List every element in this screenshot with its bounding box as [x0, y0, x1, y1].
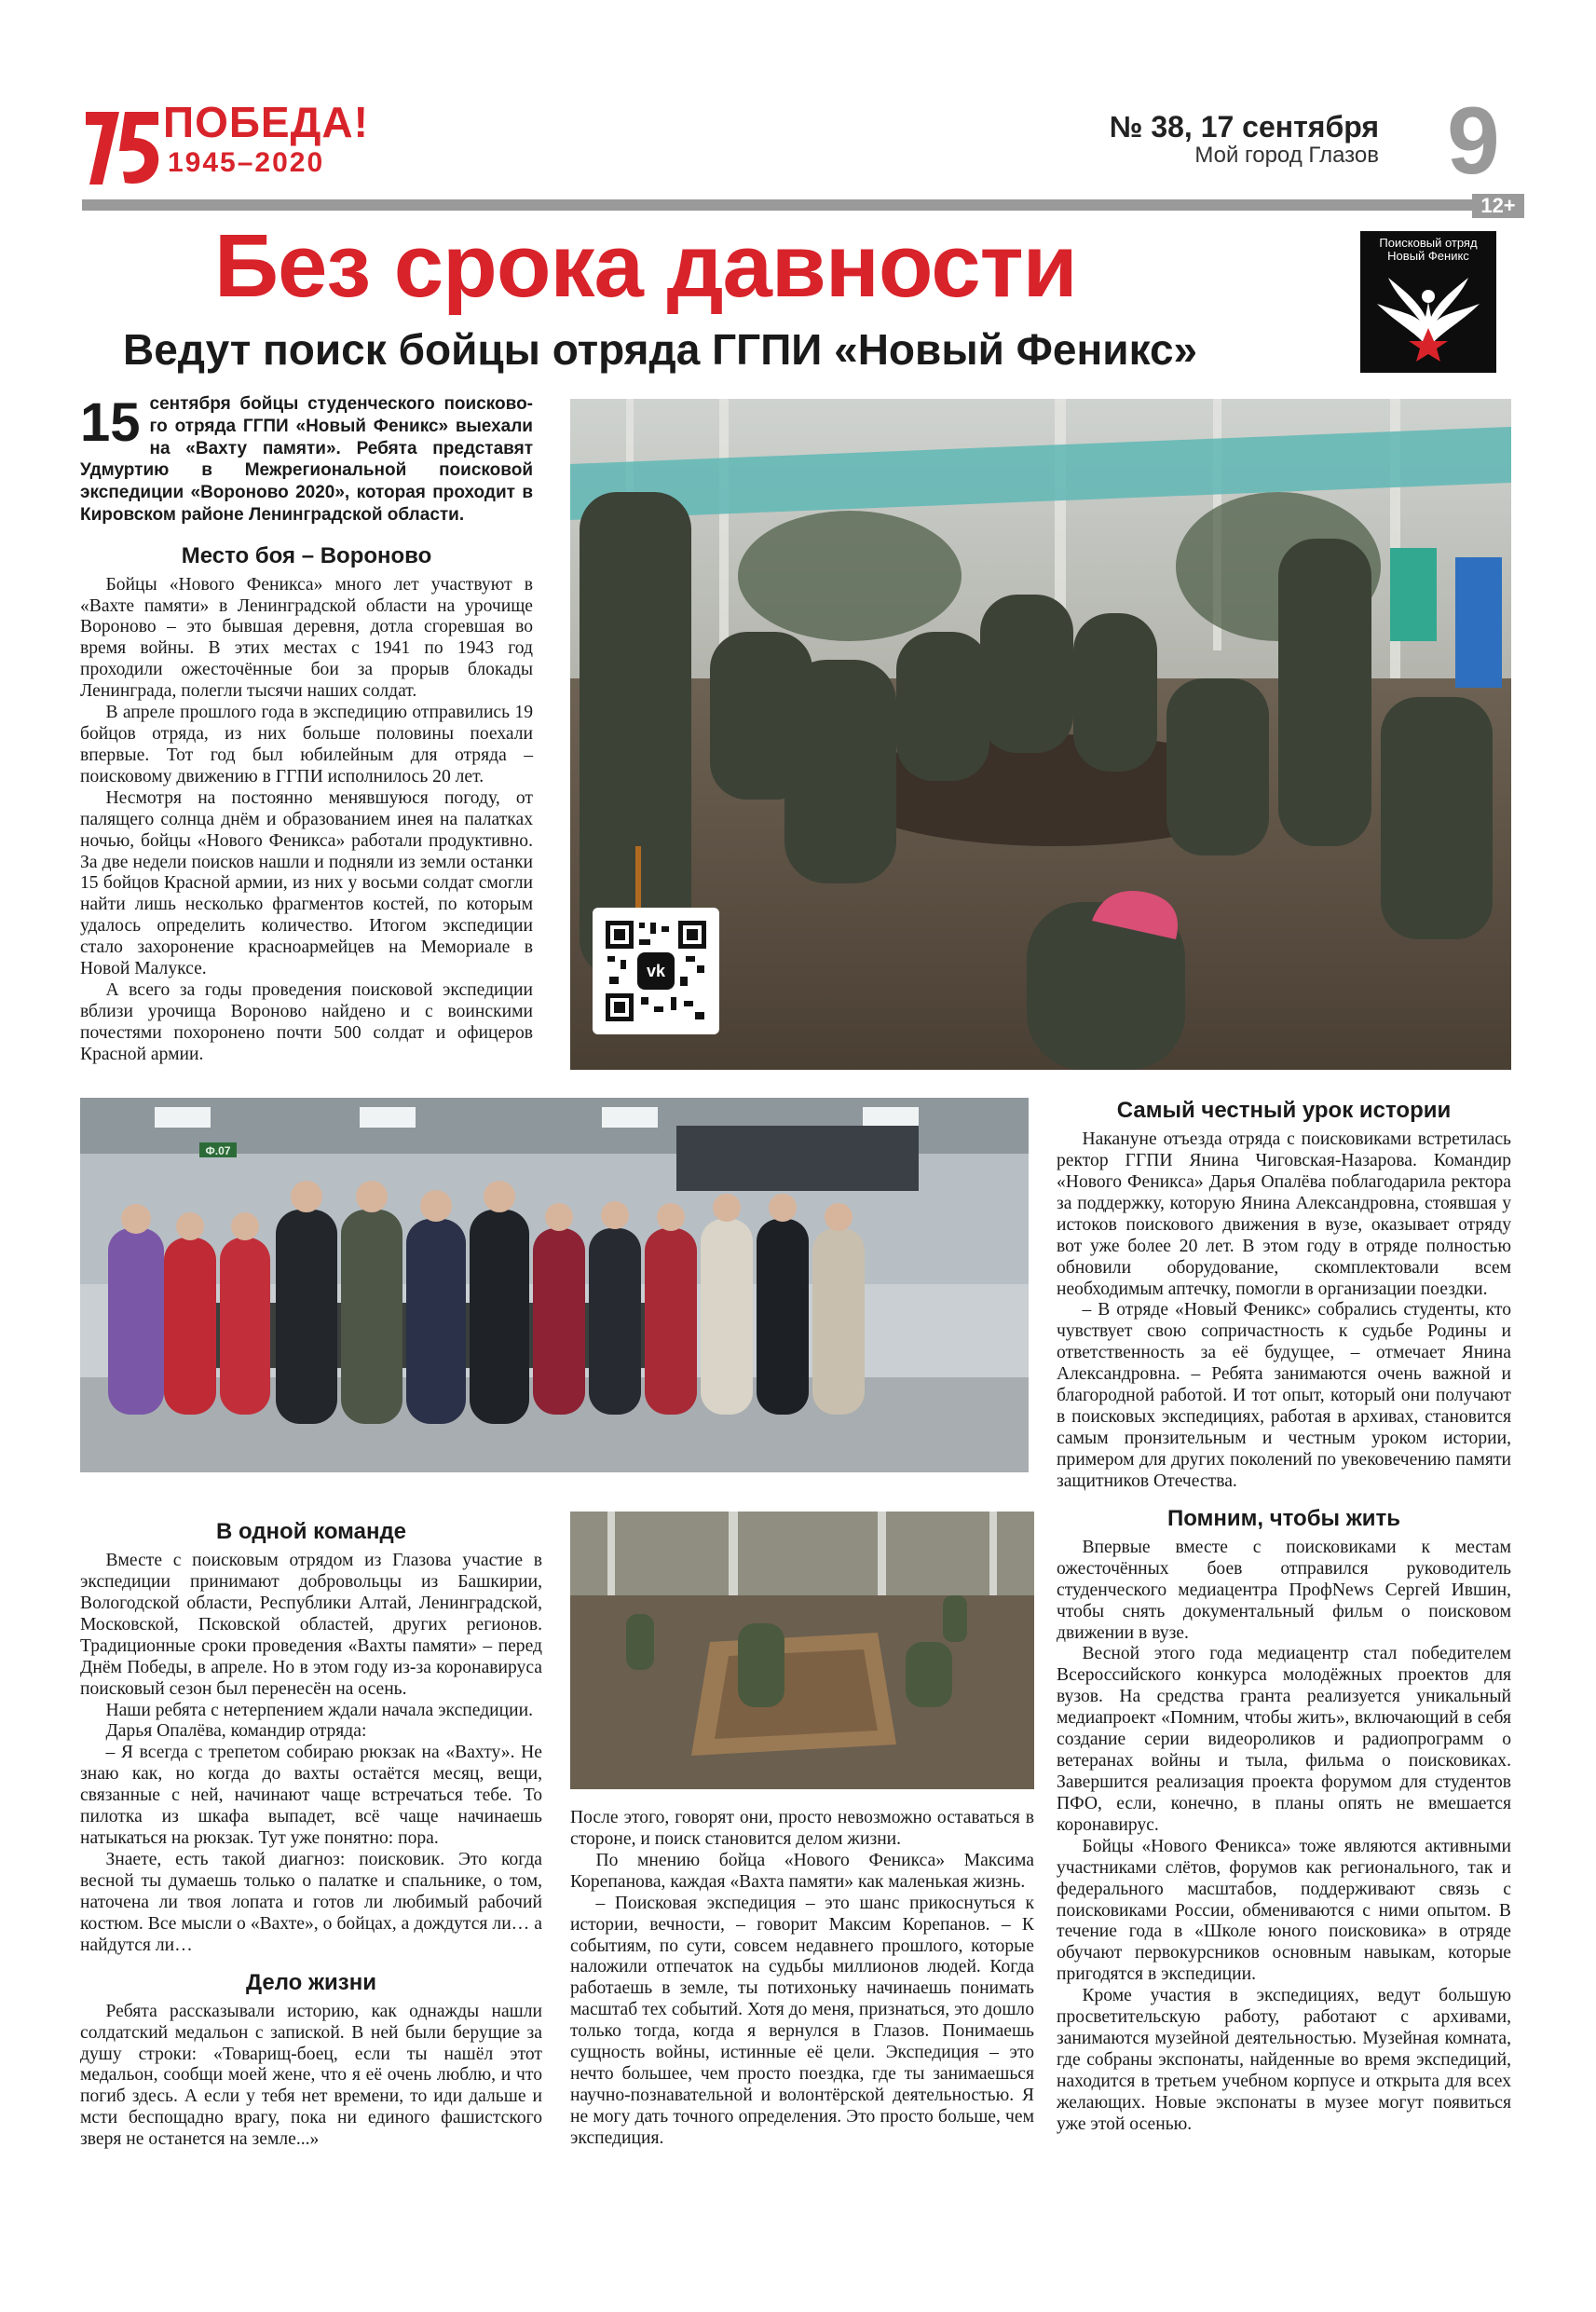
page-number: 9 [1447, 88, 1500, 194]
column-right [1057, 1098, 1511, 2136]
paragraph: После этого, говорят они, просто невозможно оставаться в стороне, и поиск становится делом жизни. [570, 1808, 1034, 1849]
vk-qr-code-icon[interactable] [593, 908, 719, 1034]
paragraph: Ребята рассказывали историю, как однажды нашли солдатский медальон с запиской. В ней были берущие за душу строки: «Товарищ-боец, если ты нашёл этот медальон, сообщи моей жене, что я её очень люблю, и что погиб здесь. А если у тебя нет времени, то иди дальше и мсти беспощадно врагу, пока ни единого фашистского зверя не останется на земле...» [80, 2001, 542, 2150]
section-heading: В одной команде [215, 1519, 407, 1544]
paragraph: Дарья Опалёва, командир отряда: [105, 1721, 367, 1742]
column-middle [570, 1808, 1034, 2150]
photo-excavation-pit [570, 1512, 1034, 1789]
paragraph: А всего за годы проведения поисковой экспедиции вблизи урочища Вороново найдено и с воинскими почестями похоронено почти 500 солдат и офицеров Красной армии. [80, 980, 533, 1064]
age-rating-badge: 12+ [1472, 194, 1524, 218]
squad-emblem-title: Поисковый отряд Новый Феникс [1379, 236, 1478, 264]
column-lead [80, 393, 533, 1066]
paragraph: – В отряде «Новый Феникс» собрались студенты, кто чувствует свою сопричастность к судьбе Родины и ответственность за её будущее, – отмечает Янина Александровна. – Ребята занимаются очень важной и благородной работой. И тот опыт, который они получают в поисковых экспедициях, работая в архивах, становится самым пронзительным и честным уроком истории, примером для других поколений по увековечению памяти защитников Отечества. [1057, 1300, 1511, 1491]
paragraph: Знаете, есть такой диагноз: поисковик. Это когда весной ты думаешь только о палатке и спальнике, о том, наточена ли твоя лопата и готов ли любимый рабочий костюм. Все мысли о «Вахте», о бойцах, а дождутся ли… а найдутся ли… [80, 1849, 542, 1955]
paragraph: Бойцы «Нового Феникса» тоже являются активными участниками слётов, форумов как регионального, так и федерального масштабов, поддерживают связь с поисковиками России, обмениваются с ними опытом. В течение года в «Школе юного поисковика» в отряде обучают первокурсников основным навыкам, которые пригодятся в экспедиции. [1057, 1836, 1511, 1985]
column-left-bottom [80, 1519, 542, 2151]
logo-title: ПОБЕДА! [163, 98, 369, 146]
section-heading: Дело жизни [246, 1969, 376, 1995]
paragraph: Вместе с поисковым отрядом из Глазова участие в экспедиции принимают добровольцы из Башкирии, Вологодской области, Республики Алтай, Ленинградской, Московской, Псковской областей, других регионов. Традиционные сроки проведения «Вахты памяти» – перед Днём Победы, в апреле. Но в этом году из-за коронавируса поисковый сезон был перенесён на осень. [80, 1551, 542, 1699]
section-heading: Самый честный урок истории [1116, 1098, 1452, 1123]
article-subheadline: Ведут поиск бойцы отряда ГГПИ «Новый Феникс» [123, 325, 1198, 374]
logo-years: 1945–2020 [168, 147, 325, 178]
section-heading: Место боя – Вороново [181, 542, 432, 568]
section-heading: Помним, чтобы жить [1167, 1505, 1400, 1531]
paragraph: Весной этого года медиацентр стал победителем Всероссийского конкурса молодёжных проектов для вузов. На средства гранта реализуется уникальный медиапроект «Помним, чтобы жить», включающий в себя создание серии видеороликов и радиопрограмм о ветеранах войны и тыла, фильма о поисковиках. Завершится реализация проекта форумом для студентов ПФО, если, конечно, в планы опять не вмешается коронавирус. [1057, 1644, 1511, 1835]
paragraph: – Поисковая экспедиция – это шанс прикоснуться к истории, вечности, – говорит Максим Корепанов. – К событиям, по сути, совсем недавнего прошлого, которые наложили отпечаток на судьбы миллионов людей. Когда работаешь в земле, ты потихоньку начинаешь понимать масштаб тех событий. Хотя до меня, признаться, это дошло только тогда, когда я вернулся в Глазов. Понимаешь сущность войны, истинные её цели. Экспедиция – это нечто большее, чем просто поездка, где ты занимаешься научно-познавательной и волонтёрской деятельностью. Я не могу дать точного определения. Это просто больше, чем экспедиция. [570, 1893, 1034, 2148]
issue-number: № 38, 17 сентября [1109, 110, 1379, 144]
newspaper-name: Мой город Глазов [1194, 142, 1379, 168]
article-lead [80, 393, 533, 527]
paragraph: Наши ребята с нетерпением ждали начала экспедиции. [105, 1700, 534, 1720]
paragraph: Накануне отъезда отряда с поисковиками встретилась ректор ГГПИ Янина Чиговская-Назарова. Командир «Нового Феникса» Дарья Опалёва поблагодарила ректора за поддержку, которую Янина Александровна, стоявшая у истоков поискового движения в вузе, оказывает отряду вот уже более 20 лет. В этом году в отряде полностью обновили оборудование, скомплектовали всем необходимым аптечку, помогли в организации поездки. [1057, 1129, 1511, 1299]
paragraph: Впервые вместе с поисковиками к местам ожесточённых боев отправился руководитель студенческого медиацентра ПрофNews Сергей Ившин, чтобы снять документальный фильм о поисковом движении в вузе. [1057, 1537, 1511, 1643]
paragraph: Несмотря на постоянно менявшуюся погоду, от палящего солнца днём и образованием инея на палатках ночью, бойцы «Нового Феникса» работали продуктивно. За две недели поисков нашли и подняли из земли останки 15 бойцов Красной армии, из них у восьми солдат смогли найти лишь несколько фрагментов костей, по которым удалось определить количество. Итогом экспедиции стало захоронение красноармейцев на Мемориале в Новой Малуксе. [80, 787, 533, 979]
header-rule [82, 199, 1498, 211]
anniversary-75-logo [82, 104, 162, 188]
paragraph: – Я всегда с трепетом собираю рюкзак на «Вахту». Не знаю как, но когда до вахты остаётся месяц, вещи, связанные с ней, начинают чаще встречаться тебе. То пилотка из шкафа выпадет, всё чаще начинаешь натыкаться на рюкзак. Тут уже понятно: пора. [80, 1743, 542, 1849]
photo-group-at-station [80, 1098, 1029, 1472]
phoenix-emblem-icon [1370, 267, 1487, 367]
squad-emblem [1360, 231, 1496, 373]
camp-sign-text: Ф.07 [205, 1144, 231, 1157]
paragraph: В апреле прошлого года в экспедицию отправились 19 бойцов отряда, из них больше половины поехали впервые. Тот год был юбилейным для отряда – поисковому движению в ГГПИ исполнилось 20 лет. [80, 703, 533, 787]
lead-text: сентября бойцы студенческого поисково-го отряда ГГПИ «Новый Феникс» выехали на «Вахту памяти». Ребята представят Удмуртию в Межрегиональной поисковой экспедиции «Вороново 2020», которая проходит в Кировском районе Ленинградской области. [80, 394, 533, 525]
issue-info [1110, 112, 1379, 167]
paragraph: По мнению бойца «Нового Феникса» Максима Корепанова, каждая «Вахта памяти» как маленькая жизнь. [570, 1850, 1034, 1892]
article-headline: Без срока давности [214, 216, 1077, 316]
lead-dropcap: 15 [80, 392, 141, 453]
svg-text:vk: vk [646, 962, 666, 980]
paragraph: Бойцы «Нового Феникса» много лет участвуют в «Вахте памяти» в Ленинградской области на урочище Вороново – это бывшая деревня, дотла сгоревшая во время войны. В этих местах с 1941 по 1943 год проходили ожесточённые бои за прорыв блокады Ленинграда, полегли тысячи наших солдат. [80, 574, 533, 702]
paragraph: Кроме участия в экспедициях, ведут большую просветительскую работу, работают с архивами, занимаются музейной деятельностью. Музейная комната, где собраны экспонаты, найденные во время экспедиций, находится в третьем учебном корпусе и открыта для всех желающих. Новые экспонаты в музее могут появиться уже этой осенью. [1057, 1986, 1511, 2134]
